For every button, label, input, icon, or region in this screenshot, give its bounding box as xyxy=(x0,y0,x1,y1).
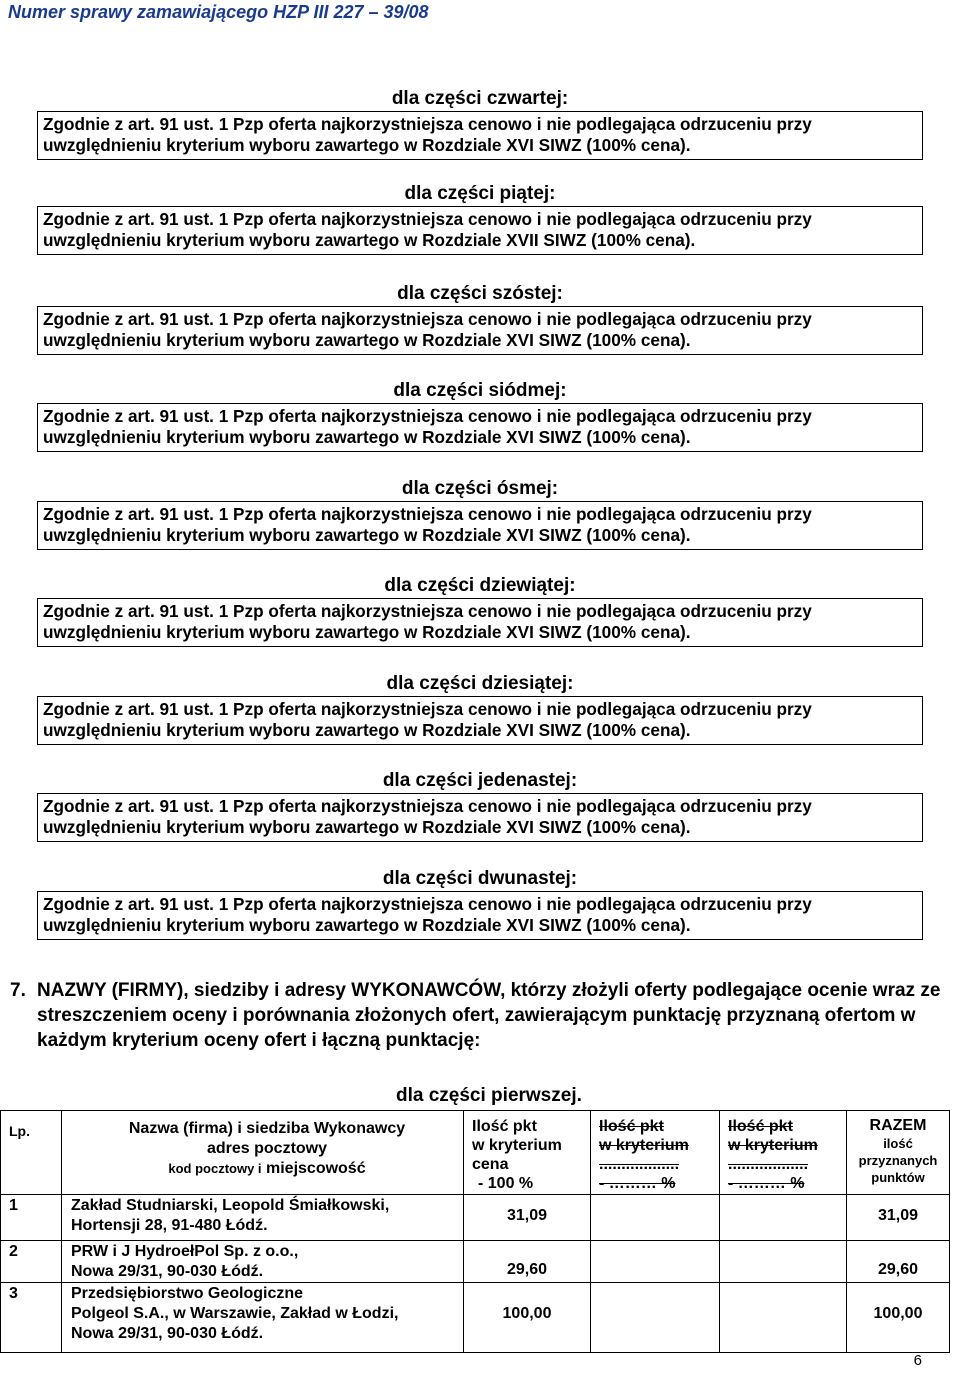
header-name-line2: adres pocztowy xyxy=(206,1140,328,1157)
header-k1-l1: Ilość pkt xyxy=(472,1118,537,1135)
section-title: dla części jedenastej: xyxy=(382,770,578,791)
header-k3-l3: .................. xyxy=(728,1156,809,1173)
section-part xyxy=(37,868,923,940)
section-part xyxy=(37,478,923,550)
section-text-line1: Zgodnie z art. 91 ust. 1 Pzp oferta najkorzystniejsza cenowo i nie podlegająca odrzuceniu przy xyxy=(43,406,812,426)
section-text-box xyxy=(37,306,923,355)
case-number-header: Numer sprawy zamawiającego HZP III 227 – 39/08 xyxy=(8,2,429,22)
header-k3-l1: Ilość pkt xyxy=(728,1118,793,1135)
section-title: dla części czwartej: xyxy=(391,88,569,109)
header-k2-l2: w kryterium xyxy=(599,1137,689,1154)
section-text-line2: uwzględnieniu kryterium wyboru zawartego w Rozdziale XVI SIWZ (100% cena). xyxy=(43,817,691,837)
row-criterion-2 xyxy=(591,1283,720,1353)
section-text-line2: uwzględnieniu kryterium wyboru zawartego w Rozdziale XVI SIWZ (100% cena). xyxy=(43,622,691,642)
section-text-line2: uwzględnieniu kryterium wyboru zawartego w Rozdziale XVI SIWZ (100% cena). xyxy=(43,915,691,935)
section-text-line1: Zgodnie z art. 91 ust. 1 Pzp oferta najkorzystniejsza cenowo i nie podlegająca odrzuceniu przy xyxy=(43,796,812,816)
section-part xyxy=(37,770,923,842)
section-7-text: NAZWY (FIRMY), siedziby i adresy WYKONAWCÓW, którzy złożyli oferty podlegające ocenie wraz ze streszczeniem oceny i porównania złożonych ofert, zawierającym punktację przyznaną ofertom w każdym kryterium oceny ofert i łączną punktację: xyxy=(37,980,941,1051)
row-name-line: Zakład Studniarski, Leopold Śmiałkowski, xyxy=(71,1197,390,1214)
section-title: dla części ósmej: xyxy=(401,478,559,499)
row-total-points: 29,60 xyxy=(847,1241,950,1283)
header-sum-l4: punktów xyxy=(871,1170,925,1185)
section-part xyxy=(37,183,923,255)
section-title: dla części piątej: xyxy=(404,183,556,204)
section-text-box xyxy=(37,111,923,160)
header-sum-l1: RAZEM xyxy=(869,1117,927,1134)
section-text-line1: Zgodnie z art. 91 ust. 1 Pzp oferta najkorzystniejsza cenowo i nie podlegająca odrzuceniu przy xyxy=(43,699,812,719)
row-name xyxy=(62,1195,464,1241)
header-k2-l4: - ……… % xyxy=(599,1175,676,1192)
section-text-line2: uwzględnieniu kryterium wyboru zawartego w Rozdziale XVII SIWZ (100% cena). xyxy=(43,230,696,250)
section-title: dla części dwunastej: xyxy=(382,868,578,889)
header-total xyxy=(847,1111,950,1195)
section-text-box xyxy=(37,696,923,745)
row-criterion-2 xyxy=(591,1195,720,1241)
header-name-line3b: miejscowość xyxy=(266,1160,366,1177)
section-text-box xyxy=(37,793,923,842)
row-name-line: Hortensji 28, 91-480 Łódź. xyxy=(71,1217,268,1234)
section-text-box xyxy=(37,501,923,550)
section-title: dla części szóstej: xyxy=(397,283,563,304)
section-title: dla części dziewiątej: xyxy=(384,575,576,596)
row-criterion-3 xyxy=(720,1241,847,1283)
section-text-line2: uwzględnieniu kryterium wyboru zawartego w Rozdziale XVI SIWZ (100% cena). xyxy=(43,427,691,447)
row-name-line: Nowa 29/31, 90-030 Łódź. xyxy=(71,1263,264,1280)
header-k1-l4: - 100 % xyxy=(478,1175,534,1192)
results-table xyxy=(0,1110,950,1353)
row-name-line: Polgeol S.A., w Warszawie, Zakład w Łodzi, xyxy=(71,1305,399,1322)
section-text-box xyxy=(37,598,923,647)
section-title: dla części siódmej: xyxy=(393,380,567,401)
header-criterion-price xyxy=(464,1111,591,1195)
row-criterion-2 xyxy=(591,1241,720,1283)
section-text-line2: uwzględnieniu kryterium wyboru zawartego w Rozdziale XVI SIWZ (100% cena). xyxy=(43,330,691,350)
header-name-line1: Nazwa (firma) i siedziba Wykonawcy xyxy=(128,1120,406,1137)
table-header-row xyxy=(1,1111,950,1195)
section-text-box xyxy=(37,206,923,255)
section-text-line1: Zgodnie z art. 91 ust. 1 Pzp oferta najkorzystniejsza cenowo i nie podlegająca odrzuceniu przy xyxy=(43,209,812,229)
row-lp: 2 xyxy=(1,1241,62,1283)
table-row xyxy=(1,1283,950,1353)
section-text-box xyxy=(37,403,923,452)
header-k1-l2: w kryterium xyxy=(472,1137,562,1154)
section-text-line1: Zgodnie z art. 91 ust. 1 Pzp oferta najkorzystniejsza cenowo i nie podlegająca odrzuceniu przy xyxy=(43,114,812,134)
section-part xyxy=(37,673,923,745)
row-price-points: 100,00 xyxy=(464,1283,591,1353)
section-part xyxy=(37,380,923,452)
section-text-line1: Zgodnie z art. 91 ust. 1 Pzp oferta najkorzystniejsza cenowo i nie podlegająca odrzuceniu przy xyxy=(43,894,812,914)
part-one-heading: dla części pierwszej. xyxy=(396,1085,582,1106)
row-total-points: 31,09 xyxy=(847,1195,950,1241)
section-text-line1: Zgodnie z art. 91 ust. 1 Pzp oferta najkorzystniejsza cenowo i nie podlegająca odrzuceniu przy xyxy=(43,601,812,621)
table-row xyxy=(1,1241,950,1283)
row-name xyxy=(62,1283,464,1353)
page-number: 6 xyxy=(913,1352,922,1369)
row-criterion-3 xyxy=(720,1195,847,1241)
section-text-line1: Zgodnie z art. 91 ust. 1 Pzp oferta najkorzystniejsza cenowo i nie podlegająca odrzuceniu przy xyxy=(43,504,812,524)
header-k1-l3: cena xyxy=(472,1156,509,1173)
section-title: dla części dziesiątej: xyxy=(386,673,574,694)
table-body xyxy=(1,1195,950,1353)
section-text-line2: uwzględnieniu kryterium wyboru zawartego w Rozdziale XVI SIWZ (100% cena). xyxy=(43,525,691,545)
header-sum-l2: ilość xyxy=(883,1136,913,1151)
header-name xyxy=(62,1111,464,1195)
row-name-line: Nowa 29/31, 90-030 Łódź. xyxy=(71,1325,264,1342)
header-k2-l1: Ilość pkt xyxy=(599,1118,664,1135)
section-part xyxy=(37,283,923,355)
row-name-line: PRW i J HydroełPol Sp. z o.o., xyxy=(71,1243,299,1260)
header-name-line3a: kod pocztowy i xyxy=(168,1161,262,1176)
header-criterion-3 xyxy=(720,1111,847,1195)
header-k3-l2: w kryterium xyxy=(728,1137,818,1154)
header-k3-l4: - ……… % xyxy=(728,1175,805,1192)
table-row xyxy=(1,1195,950,1241)
row-price-points: 31,09 xyxy=(464,1195,591,1241)
header-criterion-2 xyxy=(591,1111,720,1195)
section-part xyxy=(37,575,923,647)
header-lp: Lp. xyxy=(1,1111,62,1195)
row-total-points: 100,00 xyxy=(847,1283,950,1353)
section-text-line2: uwzględnieniu kryterium wyboru zawartego w Rozdziale XVI SIWZ (100% cena). xyxy=(43,135,691,155)
section-7-number: 7. xyxy=(10,980,26,1001)
row-criterion-3 xyxy=(720,1283,847,1353)
section-text-box xyxy=(37,891,923,940)
row-lp: 1 xyxy=(1,1195,62,1241)
row-price-points: 29,60 xyxy=(464,1241,591,1283)
section-text-line1: Zgodnie z art. 91 ust. 1 Pzp oferta najkorzystniejsza cenowo i nie podlegająca odrzuceniu przy xyxy=(43,309,812,329)
section-part xyxy=(37,88,923,160)
row-name xyxy=(62,1241,464,1283)
header-k2-l3: .................. xyxy=(599,1156,680,1173)
section-text-line2: uwzględnieniu kryterium wyboru zawartego w Rozdziale XVI SIWZ (100% cena). xyxy=(43,720,691,740)
row-lp: 3 xyxy=(1,1283,62,1353)
header-sum-l3: przyznanych xyxy=(858,1153,938,1168)
row-name-line: Przedsiębiorstwo Geologiczne xyxy=(71,1285,304,1302)
